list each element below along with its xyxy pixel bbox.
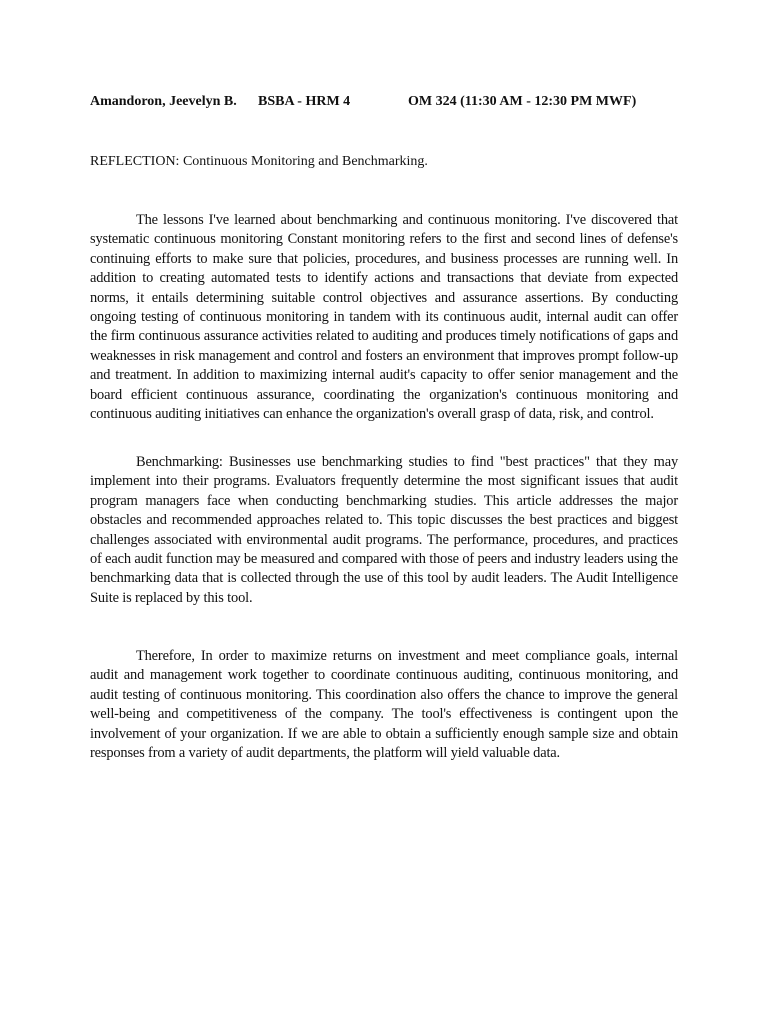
paragraph-continuous-monitoring: The lessons I've learned about benchmarking and continuous monitoring. I've discovered that systematic continuous monitoring Constant monitoring refers to the first and second lines of defense's continuing efforts to make sure that policies, procedures, and business processes are running well. In addition to creating automated tests to identify actions and transactions that deviate from expected norms, it entails determining suitable control objectives and assurance assertions. By conducting ongoing testing of continuous monitoring in tandem with its continuous audit, internal audit can offer the firm continuous assurance activities related to auditing and produces timely notifications of gaps and weaknesses in risk management and control and fosters an environment that improves prompt follow-up and treatment. In addition to maximizing internal audit's capacity to offer senior management and the board efficient continuous assurance, coordinating the organization's continuous monitoring and continuous auditing initiatives can enhance the organization's overall grasp of data, risk, and control. <box>90 212 678 423</box>
student-name: Amandoron, Jeevelyn B. <box>90 94 237 109</box>
student-program: BSBA - HRM 4 <box>258 94 351 109</box>
paragraph-benchmarking: Benchmarking: Businesses use benchmarking studies to find "best practices" that they may implement into their programs. Evaluators frequently determine the most significant issues that audit program managers face when conducting benchmarking studies. This article addresses the major obstacles and recommended approaches related to. This topic discusses the best practices and biggest challenges associated with environmental audit programs. The performance, procedures, and practices of each audit function may be measured and compared with those of peers and industry leaders using the benchmarking data that is collected through the use of this tool by audit leaders. The Audit Intelligence Suite is replaced by this tool. <box>90 454 678 606</box>
course-schedule: OM 324 (11:30 AM - 12:30 PM MWF) <box>408 94 637 109</box>
reflection-title: REFLECTION: Continuous Monitoring and Benchmarking. <box>90 154 428 169</box>
paragraph-conclusion: Therefore, In order to maximize returns on investment and meet compliance goals, internal audit and management work together to coordinate continuous auditing, continuous monitoring, and audit testing of continuous monitoring. This coordination also offers the chance to improve the general well-being and competitiveness of the company. The tool's effectiveness is contingent upon the involvement of your organization. If we are able to obtain a sufficiently enough sample size and obtain responses from a variety of audit departments, the platform will yield valuable data. <box>90 648 678 762</box>
